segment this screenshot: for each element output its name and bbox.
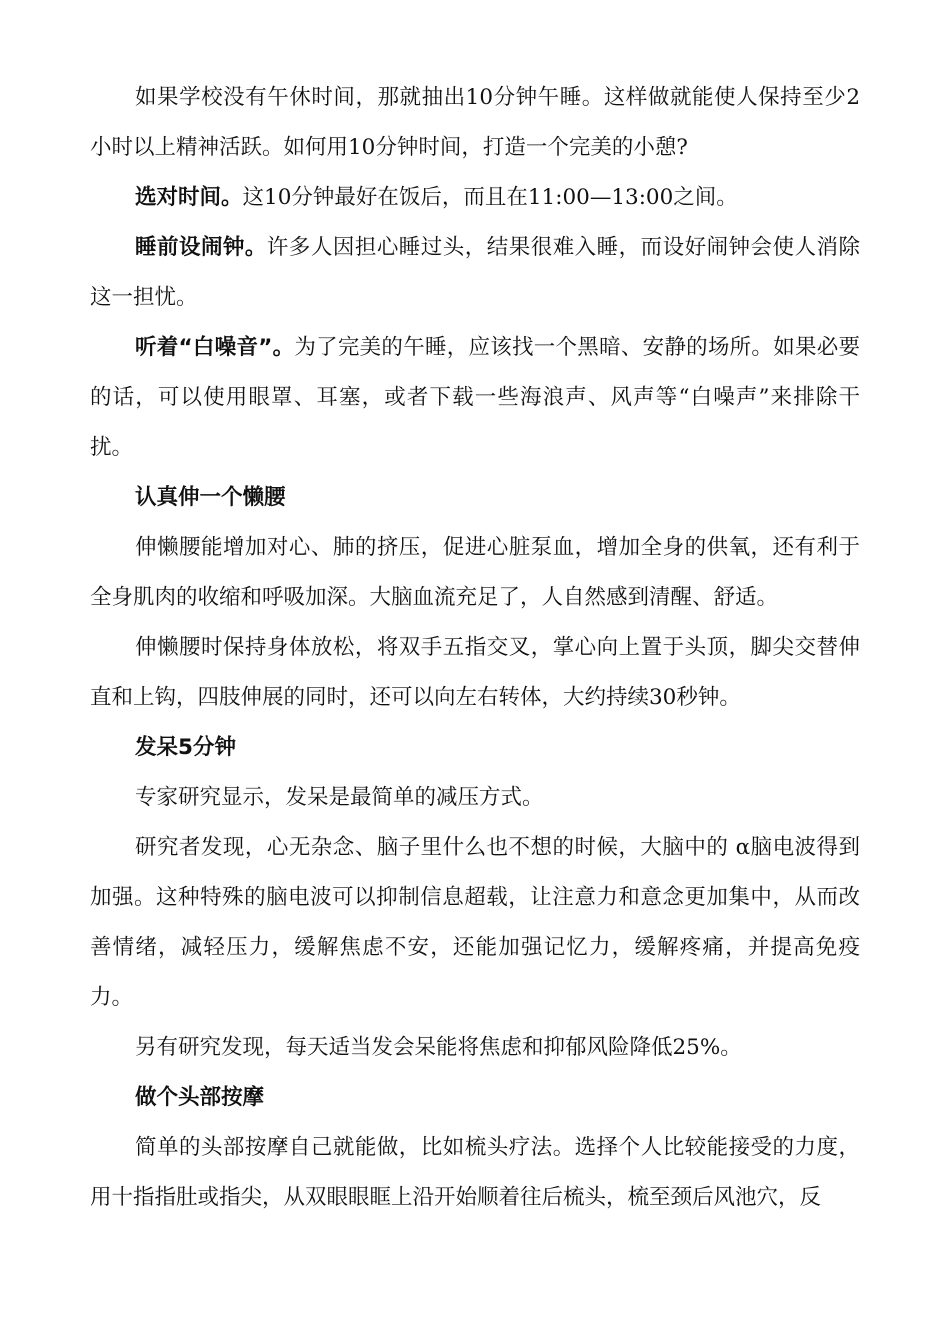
paragraph-lead: 睡前设闹钟。 xyxy=(135,235,267,260)
paragraph: 专家研究显示，发呆是最简单的减压方式。 xyxy=(135,785,544,810)
section-heading: 认真伸一个懒腰 xyxy=(135,485,286,510)
section-heading: 做个头部按摩 xyxy=(135,1085,265,1110)
paragraph xyxy=(90,173,860,223)
section-heading: 发呆5分钟 xyxy=(135,735,236,760)
paragraph xyxy=(90,223,860,323)
paragraph-text: 许多人因担心睡过头，结果很难入睡，而设好闹钟会使人消除这一担忧。 xyxy=(90,235,860,310)
paragraph: 简单的头部按摩自己就能做，比如梳头疗法。选择个人比较能接受的力度，用十指指肚或指尖，从双眼眼眶上沿开始顺着往后梳头，梳至颈后风池穴，反 xyxy=(90,1135,860,1210)
paragraph-lead: 选对时间。 xyxy=(135,185,243,210)
paragraph-text: 这10分钟最好在饭后，而且在11:00—13:00之间。 xyxy=(242,185,738,210)
document-body xyxy=(90,73,860,1223)
paragraph: 研究者发现，心无杂念、脑子里什么也不想的时候，大脑中的 α脑电波得到加强。这种特殊的脑电波可以抑制信息超载，让注意力和意念更加集中，从而改善情绪，减轻压力，缓解焦虑不安，还能加强记忆力，缓解疼痛，并提高免疫力。 xyxy=(90,835,860,1010)
paragraph xyxy=(90,323,860,473)
paragraph-lead: 听着“白噪音”。 xyxy=(135,335,295,360)
paragraph: 伸懒腰时保持身体放松，将双手五指交叉，掌心向上置于头顶，脚尖交替伸直和上钩，四肢伸展的同时，还可以向左右转体，大约持续30秒钟。 xyxy=(90,635,860,710)
paragraph: 另有研究发现，每天适当发会呆能将焦虑和抑郁风险降低25%。 xyxy=(135,1035,742,1060)
paragraph: 伸懒腰能增加对心、肺的挤压，促进心脏泵血，增加全身的供氧，还有利于全身肌肉的收缩和呼吸加深。大脑血流充足了，人自然感到清醒、舒适。 xyxy=(90,535,860,610)
paragraph: 如果学校没有午休时间，那就抽出10分钟午睡。这样做就能使人保持至少2小时以上精神活跃。如何用10分钟时间，打造一个完美的小憩? xyxy=(90,85,860,160)
paragraph-text: 为了完美的午睡，应该找一个黑暗、安静的场所。如果必要的话，可以使用眼罩、耳塞，或者下载一些海浪声、风声等“白噪声”来排除干扰。 xyxy=(90,335,860,460)
